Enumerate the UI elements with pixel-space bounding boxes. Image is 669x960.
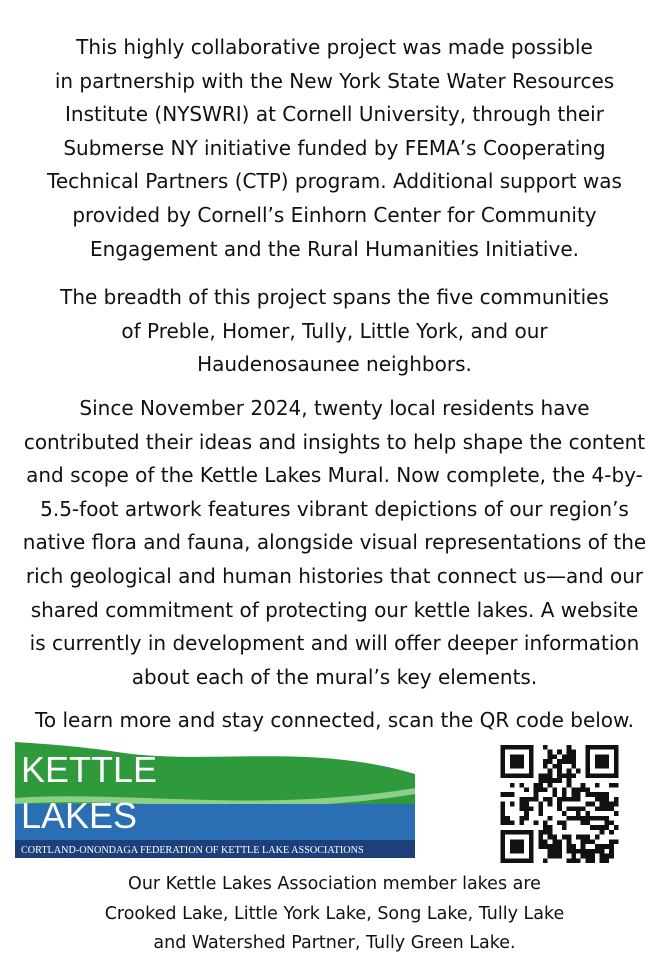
intro-paragraph [0, 31, 669, 266]
logo-subtitle: CORTLAND-ONONDAGA FEDERATION OF KETTLE LAKE ASSOCIATIONS [21, 845, 364, 856]
intro-line: Institute (NYSWRI) at Cornell University, through their [65, 102, 604, 127]
members-line: Our Kettle Lakes Association member lakes are [128, 874, 541, 894]
mural-line: shared commitment of protecting our kettle lakes. A website [30, 597, 639, 622]
mural-line: rich geological and human histories that connect us—and our [25, 563, 644, 588]
kettle-lakes-logo [7, 740, 423, 864]
intro-line: Submerse NY initiative funded by FEMA’s Cooperating [63, 135, 606, 160]
mural-line: contributed their ideas and insights to help shape the content [23, 429, 646, 454]
breadth-line: Haudenosaunee neighbors. [197, 352, 472, 377]
members-paragraph [0, 870, 669, 959]
mural-line: Since November 2024, twenty local residents have [79, 396, 590, 420]
members-line: Crooked Lake, Little York Lake, Song Lake, Tully Lake [104, 903, 565, 924]
breadth-line: The breadth of this project spans the five communities [60, 285, 609, 309]
intro-line: in partnership with the New York State Water Resources [54, 68, 615, 93]
mural-line: native flora and fauna, alongside visual representations of the [22, 530, 647, 555]
mural-line: and scope of the Kettle Lakes Mural. Now complete, the 4-by- [26, 463, 643, 488]
logo-word-lakes: LAKES [21, 795, 138, 836]
intro-line: Engagement and the Rural Humanities Initiative. [89, 236, 579, 261]
intro-line: This highly collaborative project was made possible [76, 35, 593, 59]
mural-paragraph [0, 392, 669, 694]
breadth-line: of Preble, Homer, Tully, Little York, and our [121, 318, 548, 343]
breadth-paragraph [0, 281, 669, 382]
intro-line: Technical Partners (CTP) program. Additional support was [47, 169, 622, 194]
cta-text: To learn more and stay connected, scan the QR code below. [35, 708, 634, 732]
mural-line: is currently in development and will offer deeper information [29, 631, 640, 656]
qr-code-icon[interactable] [498, 745, 621, 863]
mural-line: about each of the mural’s key elements. [131, 664, 538, 689]
members-line: and Watershed Partner, Tully Green Lake. [153, 933, 516, 953]
intro-line: provided by Cornell’s Einhorn Center for Community [72, 202, 597, 227]
mural-line: 5.5-foot artwork features vibrant depictions of our region’s [40, 496, 629, 521]
logo-word-kettle: KETTLE [21, 749, 158, 790]
